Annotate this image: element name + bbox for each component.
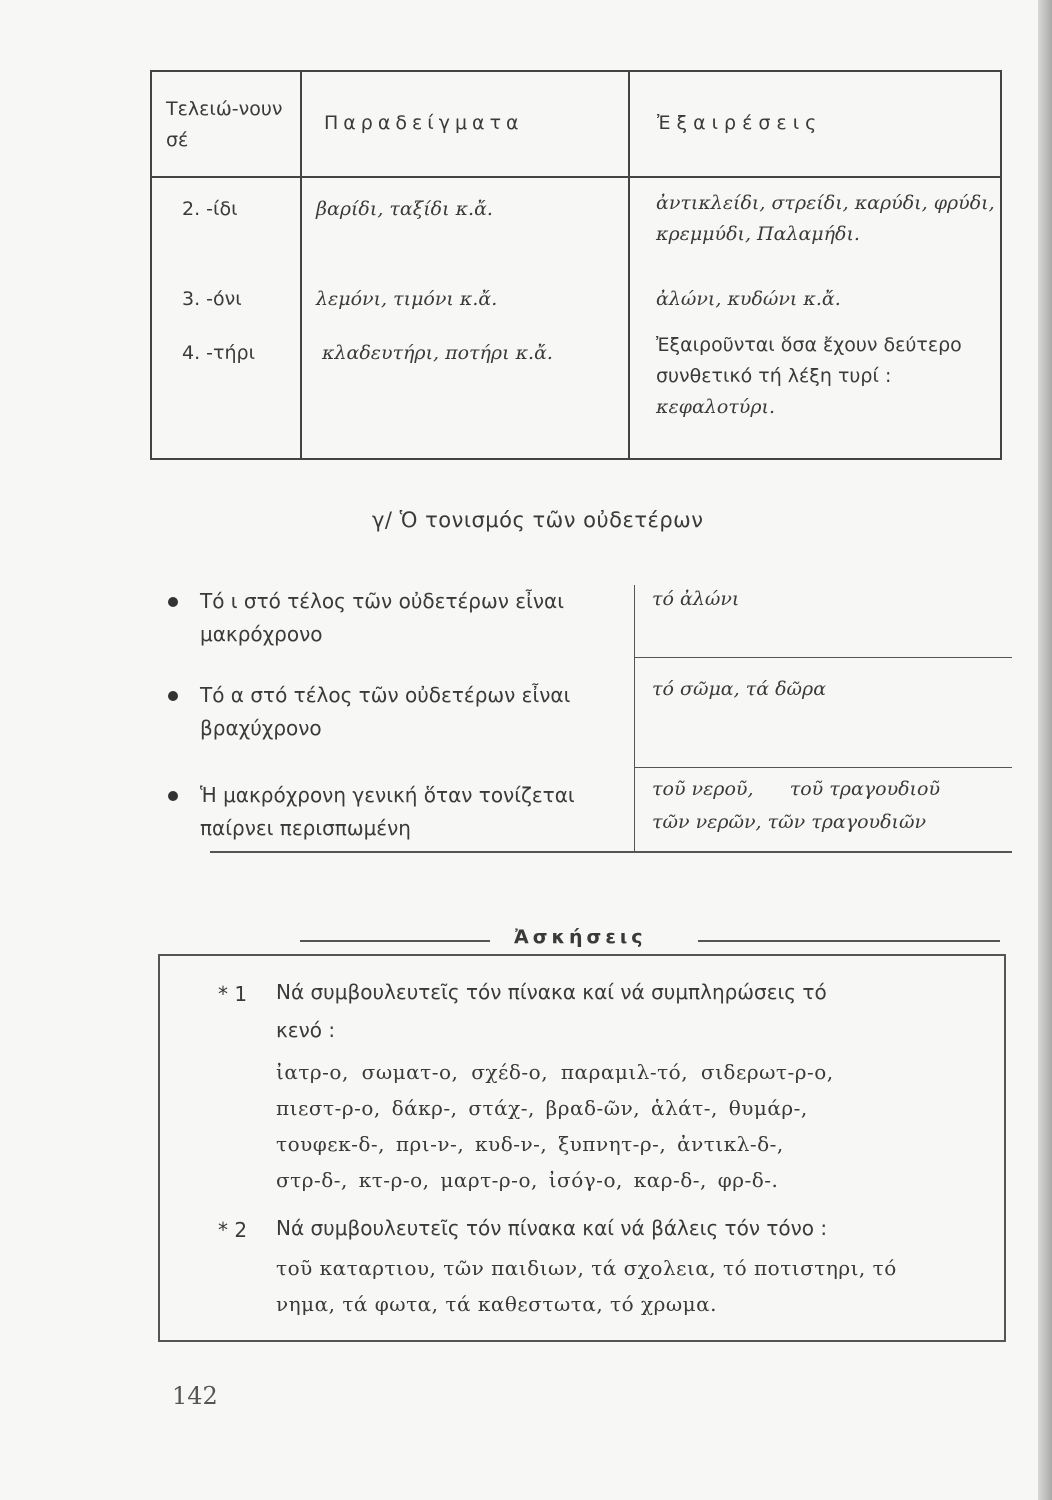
page-edge-shadow (1038, 0, 1052, 1500)
endings-table (150, 70, 1002, 460)
rule-example (652, 773, 940, 839)
rule-text: Ἡ μακρόχρονη γενική ὅταν τονίζεται παίρνει περισπωμένη (200, 783, 575, 840)
ending-cell: 4. -τήρι (182, 342, 255, 364)
page-number: 142 (172, 1382, 218, 1410)
rule-example: τό σῶμα, τά δῶρα (652, 678, 827, 700)
exercise-line: ἰατρ-ο, σωματ-ο, σχέδ-ο, παραμιλ-τό, σιδερωτ-ρ-ο, (276, 1060, 834, 1084)
examples-cell: λεμόνι, τιμόνι κ.ἄ. (316, 288, 498, 310)
exceptions-cell: ἀντικλείδι, στρείδι, καρύδι, φρύδι, κρεμμύδι, Παλαμήδι. (656, 192, 995, 245)
rule-text: Τό α στό τέλος τῶν οὐδετέρων εἶναι βραχύχρονο (200, 683, 571, 740)
column-divider (634, 585, 635, 853)
ending-cell: 3. -όνι (182, 288, 242, 310)
exercise-line: πιεστ-ρ-ο, δάκρ-, στάχ-, βραδ-ῶν, ἁλάτ-, θυμάρ-, (276, 1096, 808, 1120)
exceptions-cell: ἀλώνι, κυδώνι κ.ἄ. (656, 288, 841, 310)
exceptions-text: Ἐξαιροῦνται ὅσα ἔχουν δεύτερο συνθετικό τή λέξη τυρί : (656, 334, 962, 387)
header-exceptions: Ἐξαιρέσεις (657, 112, 823, 134)
examples-cell: κλαδευτήρι, ποτήρι κ.ἄ. (322, 342, 553, 364)
exercise-line: στρ-δ-, κτ-ρ-ο, μαρτ-ρ-ο, ἰσόγ-ο, καρ-δ-, φρ-δ-. (276, 1168, 779, 1192)
section-title: γ/ Ὁ τονισμός τῶν οὐδετέρων (372, 508, 704, 532)
column-divider (628, 72, 630, 458)
ending-cell: 2. -ίδι (182, 198, 238, 220)
table-bottom-rule (210, 851, 1012, 853)
row-divider (634, 657, 1012, 658)
rule-example-line: τῶν νερῶν, τῶν τραγουδιῶν (652, 811, 927, 833)
examples-cell: βαρίδι, ταξίδι κ.ἄ. (316, 198, 493, 220)
exercise-marker: * 2 (218, 1218, 248, 1242)
exercise-instruction: Νά συμβουλευτεῖς τόν πίνακα καί νά βάλεις τόν τόνο : (276, 1216, 828, 1240)
exercises-box (158, 954, 1006, 1342)
exceptions-italic: κεφαλοτύρι. (656, 396, 775, 418)
rule-example: τό ἀλώνι (652, 588, 740, 610)
exercise-line: τουφεκ-δ-, πρι-ν-, κυδ-ν-, ξυπνητ-ρ-, ἀντικλ-δ-, (276, 1132, 784, 1156)
rule-item (160, 779, 620, 845)
exercise-line: νημα, τά φωτα, τά καθεστωτα, τό χρωμα. (276, 1292, 718, 1316)
rule-right (698, 940, 1000, 942)
exercise-instruction: κενό : (276, 1018, 336, 1042)
exceptions-cell (656, 330, 996, 423)
bullet-icon (168, 791, 178, 801)
header-endings: Τελειώ-νουν σέ (166, 98, 283, 151)
rule-item (160, 679, 620, 745)
exercises-title: Ἀσκήσεις (514, 926, 647, 948)
accent-rules-table (160, 583, 1012, 855)
exercise-marker: * 1 (218, 982, 248, 1006)
column-divider (300, 72, 302, 458)
rule-text: Τό ι στό τέλος τῶν οὐδετέρων εἶναι μακρόχρονο (200, 589, 564, 646)
rule-example-line: τοῦ νεροῦ, τοῦ τραγουδιοῦ (652, 778, 940, 800)
exercise-instruction: Νά συμβουλευτεῖς τόν πίνακα καί νά συμπληρώσεις τό (276, 980, 827, 1004)
rule-left (300, 940, 490, 942)
header-divider (152, 176, 1000, 178)
bullet-icon (168, 597, 178, 607)
header-examples: Παραδείγματα (324, 112, 524, 134)
bullet-icon (168, 691, 178, 701)
exercise-line: τοῦ καταρτιου, τῶν παιδιων, τά σχολεια, τό ποτιστηρι, τό (276, 1256, 897, 1280)
rule-item (160, 585, 620, 651)
exercises-title-rule (300, 940, 1000, 941)
row-divider (634, 767, 1012, 768)
